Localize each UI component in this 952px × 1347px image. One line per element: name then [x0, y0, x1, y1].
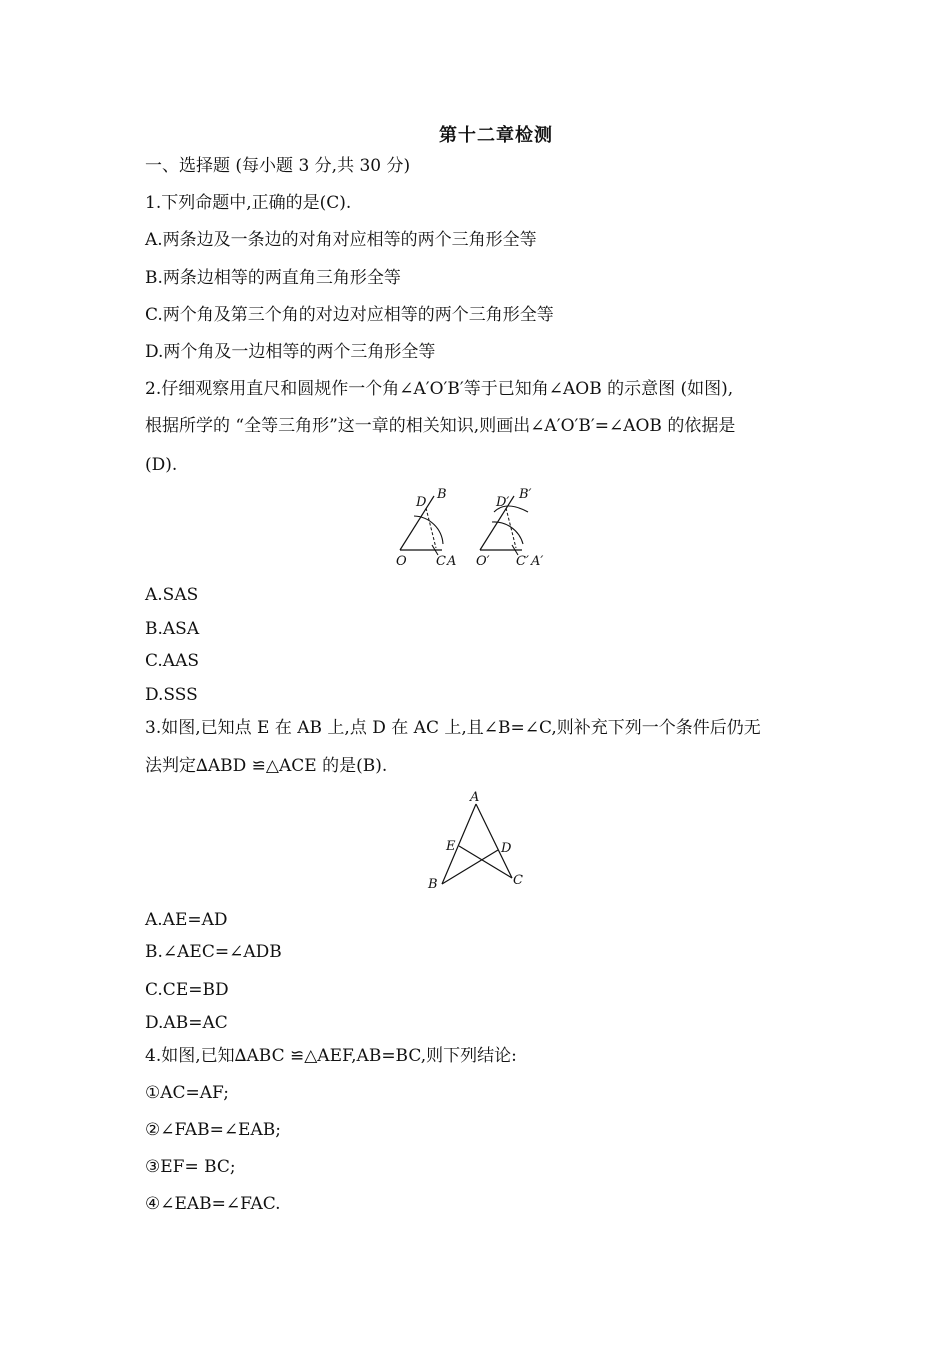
- question-2-option-a: A.SAS: [145, 585, 199, 605]
- question-2-stem-line-3: (D).: [145, 455, 178, 475]
- segment-cd: [426, 508, 436, 548]
- question-2-stem-line-2: 根据所学的 “全等三角形”这一章的相关知识,则画出∠A′O′B′=∠AOB 的依据是: [145, 416, 736, 436]
- compass-construction-diagram: [388, 482, 558, 574]
- label-d: D: [501, 841, 512, 856]
- question-4-item-1: ①AC=AF;: [145, 1083, 229, 1103]
- question-2-option-c: C.AAS: [145, 651, 200, 671]
- question-3-option-a: A.AE=AD: [145, 910, 228, 930]
- page-title: 第十二章检测: [439, 125, 553, 146]
- label-a-prime: A′: [531, 554, 544, 569]
- section-heading: 一、选择题 (每小题 3 分,共 30 分): [145, 156, 411, 176]
- question-3-stem-line-2: 法判定∆ABD ≌△ACE 的是(B).: [145, 756, 388, 776]
- question-2-option-d: D.SSS: [145, 685, 198, 705]
- question-4-item-4: ④∠EAB=∠FAC.: [145, 1194, 281, 1214]
- question-3-stem-line-1: 3.如图,已知点 E 在 AB 上,点 D 在 AC 上,且∠B=∠C,则补充下列一个条件后仍无: [145, 718, 761, 738]
- question-4-item-3: ③EF= BC;: [145, 1157, 236, 1177]
- label-b: B: [428, 877, 438, 892]
- compass-construction-figure: [388, 482, 558, 578]
- constructed-angle-figure: [476, 487, 543, 569]
- triangle-abc-figure: [420, 786, 530, 896]
- arc-c-prime-d-prime: [492, 522, 523, 544]
- label-c-prime: C′: [516, 554, 529, 569]
- question-1-option-b: B.两条边相等的两直角三角形全等: [145, 268, 401, 288]
- label-d: D: [416, 495, 427, 510]
- label-c: C: [513, 873, 523, 888]
- label-e: E: [446, 839, 456, 854]
- segment-bd: [442, 850, 498, 884]
- label-b: B: [437, 487, 447, 502]
- question-4-item-2: ②∠FAB=∠EAB;: [145, 1120, 281, 1140]
- label-a: A: [470, 790, 480, 805]
- label-o: O: [396, 554, 407, 569]
- question-2-stem-line-1: 2.仔细观察用直尺和圆规作一个角∠A′O′B′等于已知角∠AOB 的示意图 (如图),: [145, 379, 734, 399]
- segment-c-prime-d-prime: [506, 508, 516, 548]
- label-d-prime: D′: [496, 495, 510, 510]
- question-1-option-c: C.两个角及第三个角的对边对应相等的两个三角形全等: [145, 305, 554, 325]
- original-angle-figure: [396, 487, 456, 569]
- question-3-option-d: D.AB=AC: [145, 1013, 228, 1033]
- label-c: C: [436, 554, 446, 569]
- triangle-abc-diagram: [420, 786, 530, 892]
- label-o-prime: O′: [476, 554, 490, 569]
- question-2-option-b: B.ASA: [145, 619, 200, 639]
- question-1-option-d: D.两个角及一边相等的两个三角形全等: [145, 342, 436, 362]
- question-4-stem: 4.如图,已知∆ABC ≌△AEF,AB=BC,则下列结论:: [145, 1046, 517, 1066]
- label-b-prime: B′: [519, 487, 532, 502]
- label-a: A: [447, 554, 457, 569]
- question-1-stem: 1.下列命题中,正确的是(C).: [145, 193, 352, 213]
- question-3-option-b: B.∠AEC=∠ADB: [145, 942, 282, 962]
- question-3-option-c: C.CE=BD: [145, 980, 229, 1000]
- question-1-option-a: A.两条边及一条边的对角对应相等的两个三角形全等: [145, 230, 537, 250]
